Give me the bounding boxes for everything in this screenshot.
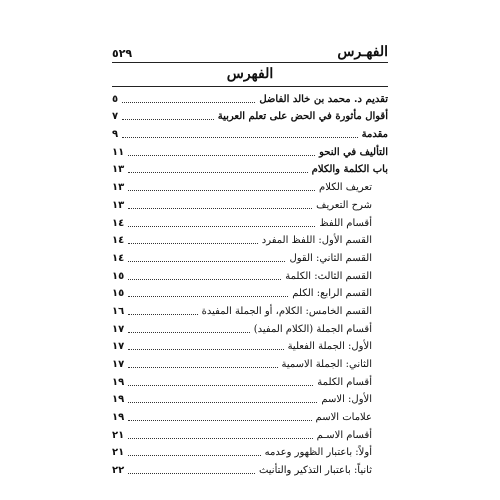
dot-leader <box>122 119 214 120</box>
toc-entry-label: القسم الثاني: القول <box>289 252 372 264</box>
toc-entry <box>112 230 388 248</box>
toc-entry-label: أقسام اللفظ <box>319 217 372 229</box>
toc-entry-label: القسم الأول: اللفظ المفرد <box>261 235 372 247</box>
dot-leader <box>128 402 317 403</box>
dot-leader <box>128 296 288 297</box>
toc-entry-page: ١٥ <box>112 288 125 300</box>
toc-entry-label: تعريف الكلام <box>319 182 372 194</box>
toc-entry-label: القسم الرابع: الكلم <box>292 288 372 300</box>
toc-entry <box>112 459 388 477</box>
dot-leader <box>128 367 277 368</box>
toc-entry <box>112 123 388 141</box>
toc-entry-label: أولاً: باعتبار الظهور وعدمه <box>264 447 372 459</box>
toc-entry-page: ٧ <box>112 111 119 123</box>
toc-entry-page: ١٧ <box>112 359 125 370</box>
toc-entry-page: ١٩ <box>112 412 125 424</box>
running-header <box>112 40 388 60</box>
dot-leader <box>128 190 315 191</box>
toc-entry-page: ١٩ <box>112 376 125 388</box>
page-number: ٥٢٩ <box>112 47 133 60</box>
toc-entry-page: ٢١ <box>112 429 125 441</box>
toc-entry <box>112 283 388 301</box>
toc-entry-label: تقديم د. محمد بن خالد الفاضل <box>259 93 388 105</box>
header-rule <box>112 62 388 63</box>
toc-entry <box>112 336 388 354</box>
toc-entry-page: ١٩ <box>112 394 125 406</box>
toc-entry <box>112 318 388 336</box>
toc-entry-page: ١٤ <box>112 217 125 229</box>
toc-entry <box>112 159 388 177</box>
toc-entry <box>112 424 388 442</box>
dot-leader <box>128 349 283 350</box>
toc-entry-page: ١٣ <box>112 164 125 176</box>
toc-entry-page: ١٤ <box>112 252 125 264</box>
toc-entry-page: ١٣ <box>112 182 125 194</box>
toc-entry <box>112 141 388 159</box>
toc-entry <box>112 176 388 194</box>
toc-entry <box>112 194 388 212</box>
toc-entry-label: أقوال مأثورة في الحض على تعلم العربية <box>217 111 388 123</box>
dot-leader <box>128 438 312 439</box>
toc-entry-page: ١٦ <box>112 305 125 317</box>
toc-entry-page: ١٤ <box>112 235 125 247</box>
toc-entry-page: ٥ <box>112 93 119 105</box>
toc-entry-label: علامات الاسم <box>315 412 372 424</box>
toc-entry-label: التأليف في النحو <box>319 146 388 158</box>
dot-leader <box>128 420 311 421</box>
toc-entry <box>112 247 388 265</box>
toc-entry <box>112 389 388 407</box>
toc-entry <box>112 212 388 230</box>
dot-leader <box>128 226 315 227</box>
dot-leader <box>128 473 255 474</box>
dot-leader <box>128 332 250 333</box>
toc-entry <box>112 300 388 318</box>
toc-entry-page: ١٣ <box>112 199 125 211</box>
toc-entry-label: الأول: الجملة الفعلية <box>287 341 372 353</box>
dot-leader <box>128 243 258 244</box>
toc-entry-page: ٩ <box>112 129 119 141</box>
dot-leader <box>128 279 281 280</box>
toc-entry-label: أقسام الجملة (الكلام المفيد) <box>253 323 372 335</box>
toc-entry-label: مقدمة <box>361 129 388 141</box>
toc-entry-label: الثاني: الجملة الاسمية <box>281 359 372 370</box>
toc-entry-label: أقسام الكلمة <box>317 376 372 388</box>
toc-entry-label: الأول: الاسم <box>321 394 372 406</box>
title-rule <box>112 86 388 87</box>
dot-leader <box>128 155 315 156</box>
toc-entry-label: باب الكلمة والكلام <box>311 164 388 176</box>
dot-leader <box>128 172 307 173</box>
toc-entry-page: ٢٢ <box>112 465 125 477</box>
toc-entry <box>112 406 388 424</box>
toc-entry-label: شرح التعريف <box>316 199 372 211</box>
toc-entry <box>112 88 388 106</box>
dot-leader <box>128 314 197 315</box>
toc-entry <box>112 265 388 283</box>
table-of-contents <box>112 88 388 477</box>
running-title: الفهـرس <box>337 44 388 60</box>
toc-entry <box>112 106 388 124</box>
toc-entry <box>112 353 388 371</box>
section-title: الفهرس <box>226 66 274 82</box>
toc-entry-label: ثانياً: باعتبار التذكير والتأنيث <box>258 465 372 477</box>
dot-leader <box>128 455 260 456</box>
dot-leader <box>128 208 312 209</box>
toc-entry-page: ١١ <box>112 146 125 158</box>
toc-entry-page: ١٥ <box>112 270 125 282</box>
toc-entry-label: أقسام الاسـم <box>316 429 372 441</box>
toc-entry-page: ٢١ <box>112 447 125 459</box>
toc-entry-page: ١٧ <box>112 323 125 335</box>
toc-entry <box>112 442 388 460</box>
dot-leader <box>122 102 255 103</box>
toc-entry-page: ١٧ <box>112 341 125 353</box>
toc-entry-label: القسم الخامس: الكلام، أو الجملة المفيدة <box>201 305 372 317</box>
toc-entry-label: القسم الثالث: الكلمة <box>285 270 372 282</box>
dot-leader <box>122 137 358 138</box>
toc-entry <box>112 371 388 389</box>
dot-leader <box>128 385 313 386</box>
dot-leader <box>128 261 285 262</box>
